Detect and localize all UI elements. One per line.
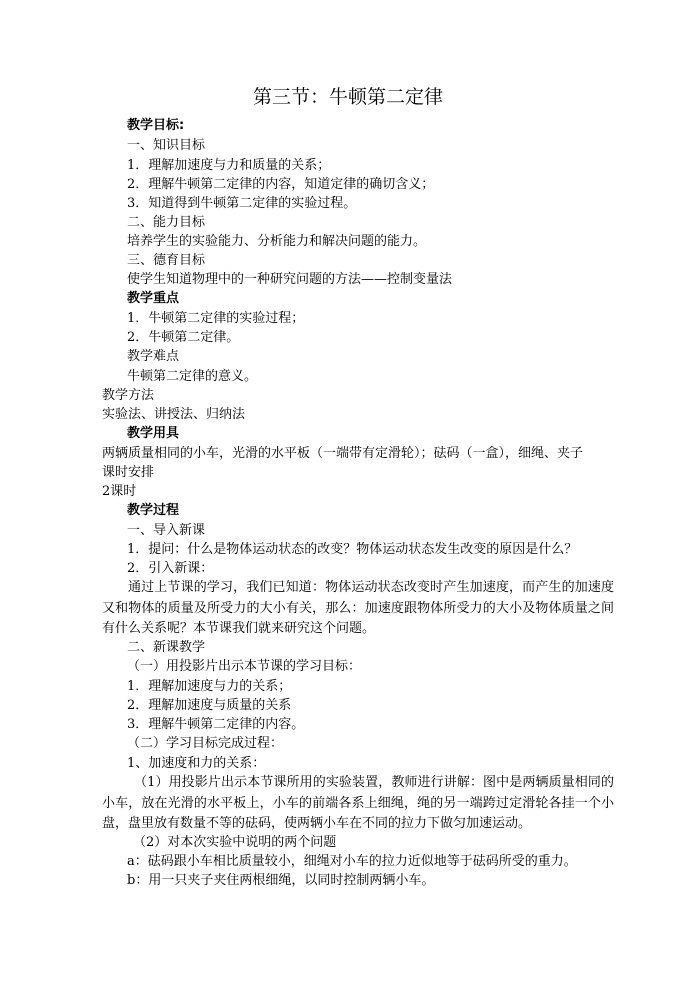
difficulty-text: 牛顿第二定律的意义。 [127, 369, 258, 384]
accel-force-heading: 1、加速度和力的关系： [127, 756, 266, 771]
learning-goal-2: 2．理解加速度与质量的关系 [127, 698, 292, 713]
process-subheading: （二）学习目标完成过程： [127, 736, 284, 751]
experiment-note-b: b：用一只夹子夹住两根细绳，以同时控制两辆小车。 [127, 873, 435, 888]
learning-goal-1: 1．理解加速度与力的关系； [127, 679, 292, 694]
knowledge-item-1: 1．理解加速度与力和质量的关系； [127, 158, 331, 173]
knowledge-item-3: 3．知道得到牛顿第二定律的实验过程。 [127, 196, 357, 211]
schedule-heading: 课时安排 [102, 465, 155, 480]
key-point-2: 2．牛顿第二定律。 [127, 330, 240, 345]
difficulty-heading: 教学难点 [127, 349, 180, 364]
knowledge-heading: 一、知识目标 [127, 138, 206, 153]
moral-text: 使学生知道物理中的一种研究问题的方法——控制变量法 [127, 272, 453, 287]
learning-goal-3: 3．理解牛顿第二定律的内容。 [127, 717, 305, 732]
ability-text: 培养学生的实验能力、分析能力和解决问题的能力。 [127, 234, 427, 249]
method-text: 实验法、讲授法、归纳法 [102, 407, 246, 422]
intro-heading: 一、导入新课 [127, 523, 206, 538]
moral-heading: 三、德育目标 [127, 253, 206, 268]
goals-heading: 教学目标: [127, 118, 185, 133]
ability-heading: 二、能力目标 [127, 215, 206, 230]
intro-new-lesson: 2．引入新课： [127, 561, 214, 576]
intro-paragraph: 通过上节课的学习，我们已知道：物体运动状态改变时产生加速度，而产生的加速度又和物体的质量及所受力的大小有关，那么：加速度跟物体所受力的大小及物体质量之间有什么关系呢？本节课我们就来研究这个问题。 [102, 580, 614, 636]
knowledge-item-2: 2．理解牛顿第二定律的内容，知道定律的确切含义； [127, 177, 435, 192]
intro-question: 1．提问：什么是物体运动状态的改变？物体运动状态发生改变的原因是什么？ [127, 542, 578, 557]
new-lesson-heading: 二、新课教学 [127, 640, 206, 655]
schedule-text: 2课时 [102, 484, 137, 499]
method-heading: 教学方法 [102, 388, 155, 403]
goals-projection-heading: （一）用投影片出示本节课的学习目标： [127, 659, 362, 674]
experiment-notes-heading: （2）对本次实验中说明的两个问题 [133, 835, 337, 850]
page-title: 第三节：牛顿第二定律 [252, 86, 443, 108]
experiment-note-a: a：砝码跟小车相比质量较小，细绳对小车的拉力近似地等于砝码所受的重力。 [127, 854, 577, 869]
key-points-heading: 教学重点 [127, 291, 180, 306]
tools-heading: 教学用具 [127, 426, 180, 441]
experiment-paragraph: （1）用投影片出示本节课所用的实验装置，教师进行讲解：图中是两辆质量相同的小车，放在光滑的水平板上，小车的前端各系上细绳，绳的另一端跨过定滑轮各挂一个小盘，盘里放有数量不等的砝码，使两辆小车在不同的拉力下做匀加速运动。 [102, 775, 614, 831]
tools-text: 两辆质量相同的小车，光滑的水平板（一端带有定滑轮）；砝码（一盒），细绳、夹子 [102, 446, 584, 461]
key-point-1: 1．牛顿第二定律的实验过程； [127, 311, 305, 326]
process-heading: 教学过程 [127, 503, 180, 518]
